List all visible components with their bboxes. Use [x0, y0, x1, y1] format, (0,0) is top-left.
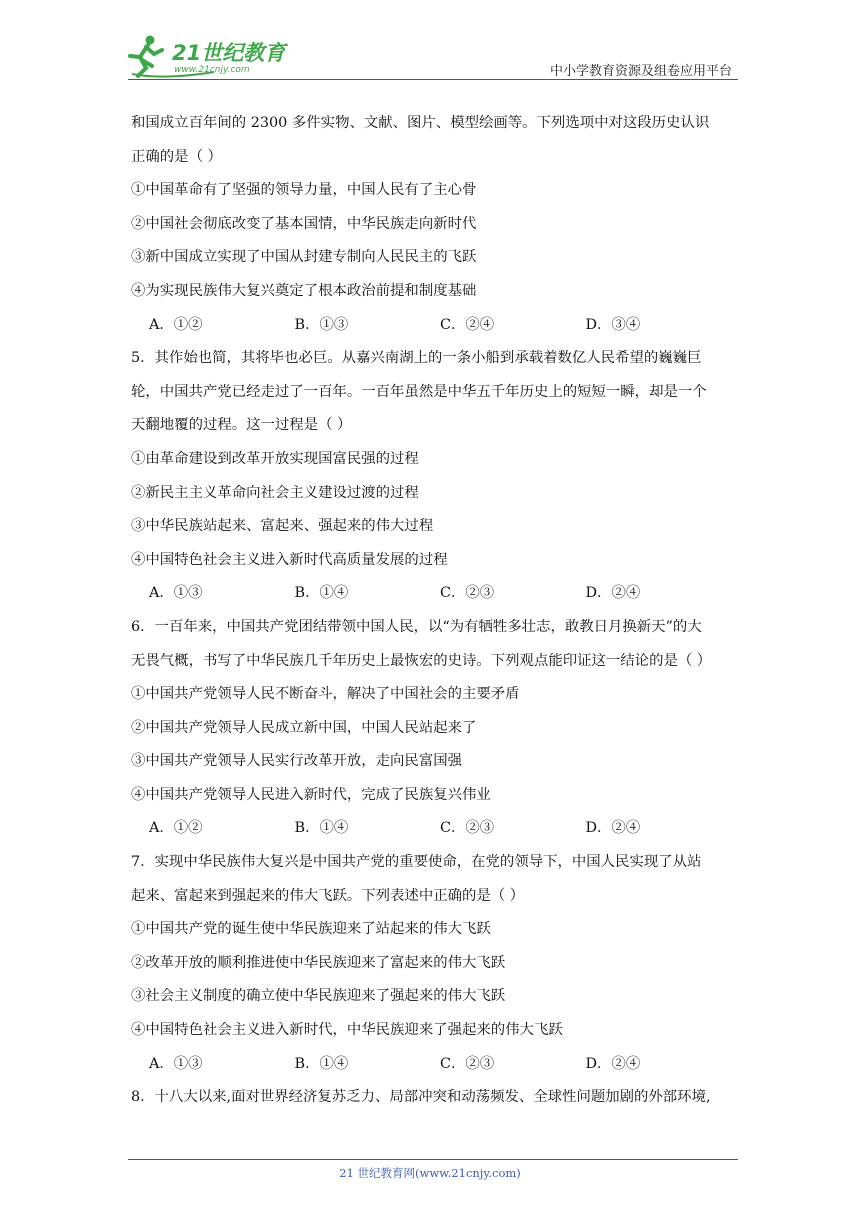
- page-header: [0, 0, 860, 90]
- answer-choice: A．①②: [149, 820, 203, 837]
- text-line: 轮，中国共产党已经走过了一百年。一百年虽然是中华五千年历史上的短短一瞬，却是一个: [131, 383, 707, 400]
- text-line: 8．十八大以来,面对世界经济复苏乏力、局部冲突和动荡频发、全球性问题加剧的外部环境,: [131, 1089, 711, 1106]
- text-line: ④中国特色社会主义进入新时代高质量发展的过程: [131, 551, 448, 568]
- text-line: 正确的是（ ）: [131, 148, 222, 165]
- answer-choice: D．②④: [585, 1055, 641, 1072]
- text-line: 5．其作始也简，其将毕也必巨。从嘉兴南湖上的一条小船到承载着数亿人民希望的巍巍巨: [131, 350, 702, 367]
- answer-choice: C．②④: [440, 316, 495, 333]
- text-line: 起来、富起来到强起来的伟大飞跃。下列表述中正确的是（ ）: [131, 887, 525, 904]
- logo-text: 21世纪教育: [172, 41, 286, 65]
- text-line: ③中国共产党领导人民实行改革开放，走向民富国强: [131, 753, 462, 770]
- answer-choice: B．①④: [294, 585, 349, 602]
- text-line: 7．实现中华民族伟大复兴是中国共产党的重要使命，在党的领导下，中国人民实现了从站: [131, 854, 702, 871]
- answer-choices: [131, 309, 731, 343]
- answer-choice: C．②③: [440, 585, 495, 602]
- header-divider: [128, 79, 738, 80]
- logo-url: www.21cnjy.com: [174, 65, 250, 75]
- header-platform-text: 中小学教育资源及组卷应用平台: [549, 64, 732, 79]
- answer-choice: D．②④: [585, 820, 641, 837]
- text-line: 6．一百年来，中国共产党团结带领中国人民，以“为有牺牲多壮志，敢教日月换新天”的大: [131, 618, 702, 635]
- text-line: ①中国共产党领导人民不断奋斗，解决了中国社会的主要矛盾: [131, 686, 520, 703]
- text-line: 无畏气概，书写了中华民族几千年历史上最恢宏的史诗。下列观点能印证这一结论的是（ ）: [131, 652, 712, 669]
- text-line: ②中国共产党领导人民成立新中国，中国人民站起来了: [131, 719, 477, 736]
- answer-choice: D．③④: [585, 316, 641, 333]
- text-line: ③中华民族站起来、富起来、强起来的伟大过程: [131, 518, 434, 535]
- answer-choice: B．①③: [294, 316, 349, 333]
- answer-choice: B．①④: [294, 1055, 349, 1072]
- answer-choice: A．①②: [149, 316, 203, 333]
- answer-choice: A．①③: [149, 585, 203, 602]
- footer-divider: [128, 1159, 738, 1160]
- answer-choice: A．①③: [149, 1055, 203, 1072]
- text-line: ③社会主义制度的确立使中华民族迎来了强起来的伟大飞跃: [131, 988, 506, 1005]
- text-line: ②改革开放的顺利推进使中华民族迎来了富起来的伟大飞跃: [131, 954, 506, 971]
- answer-choices: [131, 577, 731, 611]
- answer-choices: [131, 1048, 731, 1082]
- text-line: ④中国特色社会主义进入新时代，中华民族迎来了强起来的伟大飞跃: [131, 1022, 563, 1039]
- text-line: ①中国共产党的诞生使中华民族迎来了站起来的伟大飞跃: [131, 921, 491, 938]
- text-line: ②新民主主义革命向社会主义建设过渡的过程: [131, 484, 419, 501]
- footer-text: 21 世纪教育网(www.21cnjy.com): [339, 1166, 521, 1180]
- document-body: [131, 107, 731, 1115]
- text-line: ①中国革命有了坚强的领导力量，中国人民有了主心骨: [131, 182, 477, 199]
- text-line: ③新中国成立实现了中国从封建专制向人民民主的飞跃: [131, 249, 477, 266]
- answer-choice: C．②③: [440, 820, 495, 837]
- text-line: 和国成立百年间的 2300 多件实物、文献、图片、模型绘画等。下列选项中对这段历史认识: [131, 115, 710, 131]
- answer-choices: [131, 812, 731, 846]
- text-line: ①由革命建设到改革开放实现国富民强的过程: [131, 450, 419, 467]
- answer-choice: B．①④: [294, 820, 349, 837]
- text-line: ④中国共产党领导人民进入新时代，完成了民族复兴伟业: [131, 786, 491, 803]
- text-line: ②中国社会彻底改变了基本国情，中华民族走向新时代: [131, 215, 477, 232]
- logo: [124, 30, 294, 80]
- text-line: 天翻地覆的过程。这一过程是（ ）: [131, 417, 352, 434]
- answer-choice: C．②③: [440, 1055, 495, 1072]
- text-line: ④为实现民族伟大复兴奠定了根本政治前提和制度基础: [131, 282, 477, 299]
- answer-choice: D．②④: [585, 585, 641, 602]
